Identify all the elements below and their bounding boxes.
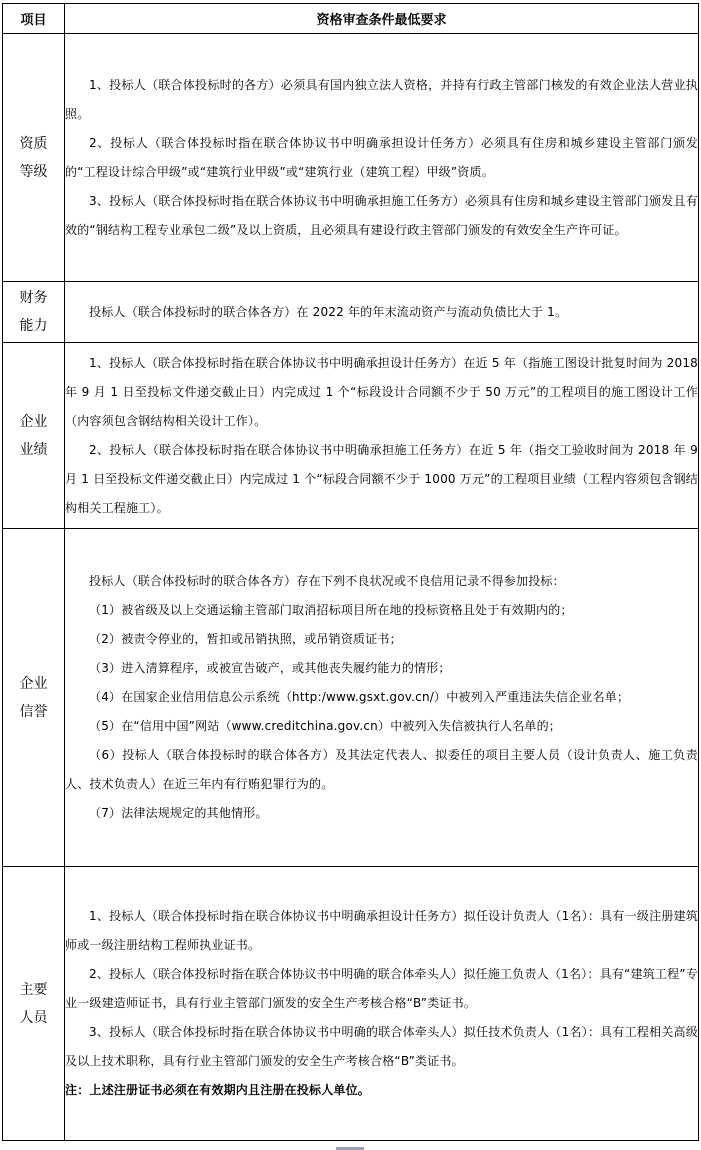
requirement-paragraph: 1、投标人（联合体投标时的各方）必须具有国内独立法人资格，并持有行政主管部门核发的有效企业法人营业执照。: [65, 77, 698, 121]
category-label-line1: 资质: [19, 135, 48, 152]
requirement-paragraph: （4）在国家企业信用信息公示系统（http:/www.gsxt.gov.cn/）中被列入严重违法失信企业名单；: [89, 690, 630, 704]
table-row: [3, 343, 699, 529]
category-label-line2: 信誉: [19, 703, 48, 720]
category-label-line2: 业绩: [19, 441, 48, 458]
category-label-line2: 人员: [19, 1009, 48, 1026]
qualification-table: [2, 3, 699, 1141]
requirement-paragraph: 投标人（联合体投标时的联合体各方）存在下列不良状况或不良信用记录不得参加投标：: [89, 574, 565, 588]
category-cell: [3, 34, 65, 282]
requirement-cell: [65, 529, 699, 867]
category-label-line1: 主要: [19, 981, 48, 998]
requirement-cell: [65, 867, 699, 1141]
requirement-paragraph: 3、投标人（联合体投标时指在联合体协议书中明确承担施工任务方）必须具有住房和城乡建设主管部门颁发且有效的“钢结构工程专业承包二级”及以上资质，且必须具有建设行政主管部门颁发的有效安全生产许可证。: [65, 193, 698, 237]
requirement-note: 注：上述注册证书必须在有效期内且注册在投标人单位。: [65, 1083, 371, 1097]
requirement-cell: [65, 34, 699, 282]
table-row: [3, 282, 699, 343]
requirement-cell: [65, 343, 699, 529]
table-header-row: [3, 4, 699, 34]
category-label-line2: 等级: [19, 163, 48, 180]
requirement-paragraph: 2、投标人（联合体投标时指在联合体协议书中明确的联合体牵头人）拟任施工负责人（1名）：具有“建筑工程”专业一级建造师证书，具有行业主管部门颁发的安全生产考核合格“B”类证书。: [65, 967, 698, 1010]
requirement-paragraph: 1、投标人（联合体投标时指在联合体协议书中明确承担设计任务方）在近 5 年（指施工图设计批复时间为 2018 年 9 月 1 日至投标文件递交截止日）内完成过 1 个“标段设计合同额不少于 50 万元”的工程项目的施工图设计工作（内容须包含钢结构相关设计工作）。: [65, 355, 698, 428]
requirement-paragraph: （1）被省级及以上交通运输主管部门取消招标项目所在地的投标资格且处于有效期内的；: [89, 603, 573, 617]
header-item: 项目: [3, 4, 65, 34]
category-cell: [3, 529, 65, 867]
category-label-line2: 能力: [19, 318, 48, 334]
requirement-cell: [65, 282, 699, 343]
requirement-paragraph: （7）法律法规规定的其他情形。: [89, 806, 268, 820]
category-cell: [3, 343, 65, 529]
category-label-line1: 财务: [19, 290, 48, 306]
requirement-paragraph: （6）投标人（联合体投标时的联合体各方）及其法定代表人、拟委任的项目主要人员（设计负责人、施工负责人、技术负责人）在近三年内有行贿犯罪行为的。: [65, 748, 698, 791]
category-label-line1: 企业: [19, 675, 48, 692]
requirement-paragraph: 3、投标人（联合体投标时指在联合体协议书中明确的联合体牵头人）拟任技术负责人（1名）：具有工程相关高级及以上技术职称，具有行业主管部门颁发的安全生产考核合格“B”类证书。: [65, 1025, 698, 1068]
requirement-paragraph: （3）进入清算程序，或被宣告破产，或其他丧失履约能力的情形；: [89, 661, 451, 675]
requirement-paragraph: （2）被责令停业的，暂扣或吊销执照，或吊销资质证书；: [89, 632, 402, 646]
requirement-paragraph: （5）在“信用中国”网站（www.creditchina.gov.cn）中被列入失信被执行人名单的；: [89, 719, 561, 733]
header-requirement: 资格审查条件最低要求: [65, 4, 699, 34]
requirement-paragraph: 1、投标人（联合体投标时指在联合体协议书中明确承担设计任务方）拟任设计负责人（1名）：具有一级注册建筑师或一级注册结构工程师执业证书。: [65, 909, 698, 952]
table-row: [3, 529, 699, 867]
table-row: [3, 34, 699, 282]
table-row: [3, 867, 699, 1141]
requirement-paragraph: 投标人（联合体投标时的联合体各方）在 2022 年的年末流动资产与流动负债比大于 1。: [89, 304, 568, 319]
requirement-paragraph: 2、投标人（联合体投标时指在联合体协议书中明确承担施工任务方）在近 5 年（指交工验收时间为 2018 年 9 月 1 日至投标文件递交截止日）内完成过 1 个“标段合同额不少于 1000 万元”的工程项目业绩（工程内容须包含钢结构相关工程施工）。: [65, 442, 698, 515]
category-cell: [3, 282, 65, 343]
requirement-paragraph: 2、投标人（联合体投标时指在联合体协议书中明确承担设计任务方）必须具有住房和城乡建设主管部门颁发的“工程设计综合甲级”或“建筑行业甲级”或“建筑行业（建筑工程）甲级”资质。: [65, 135, 698, 179]
category-cell: [3, 867, 65, 1141]
category-label-line1: 企业: [19, 413, 48, 430]
